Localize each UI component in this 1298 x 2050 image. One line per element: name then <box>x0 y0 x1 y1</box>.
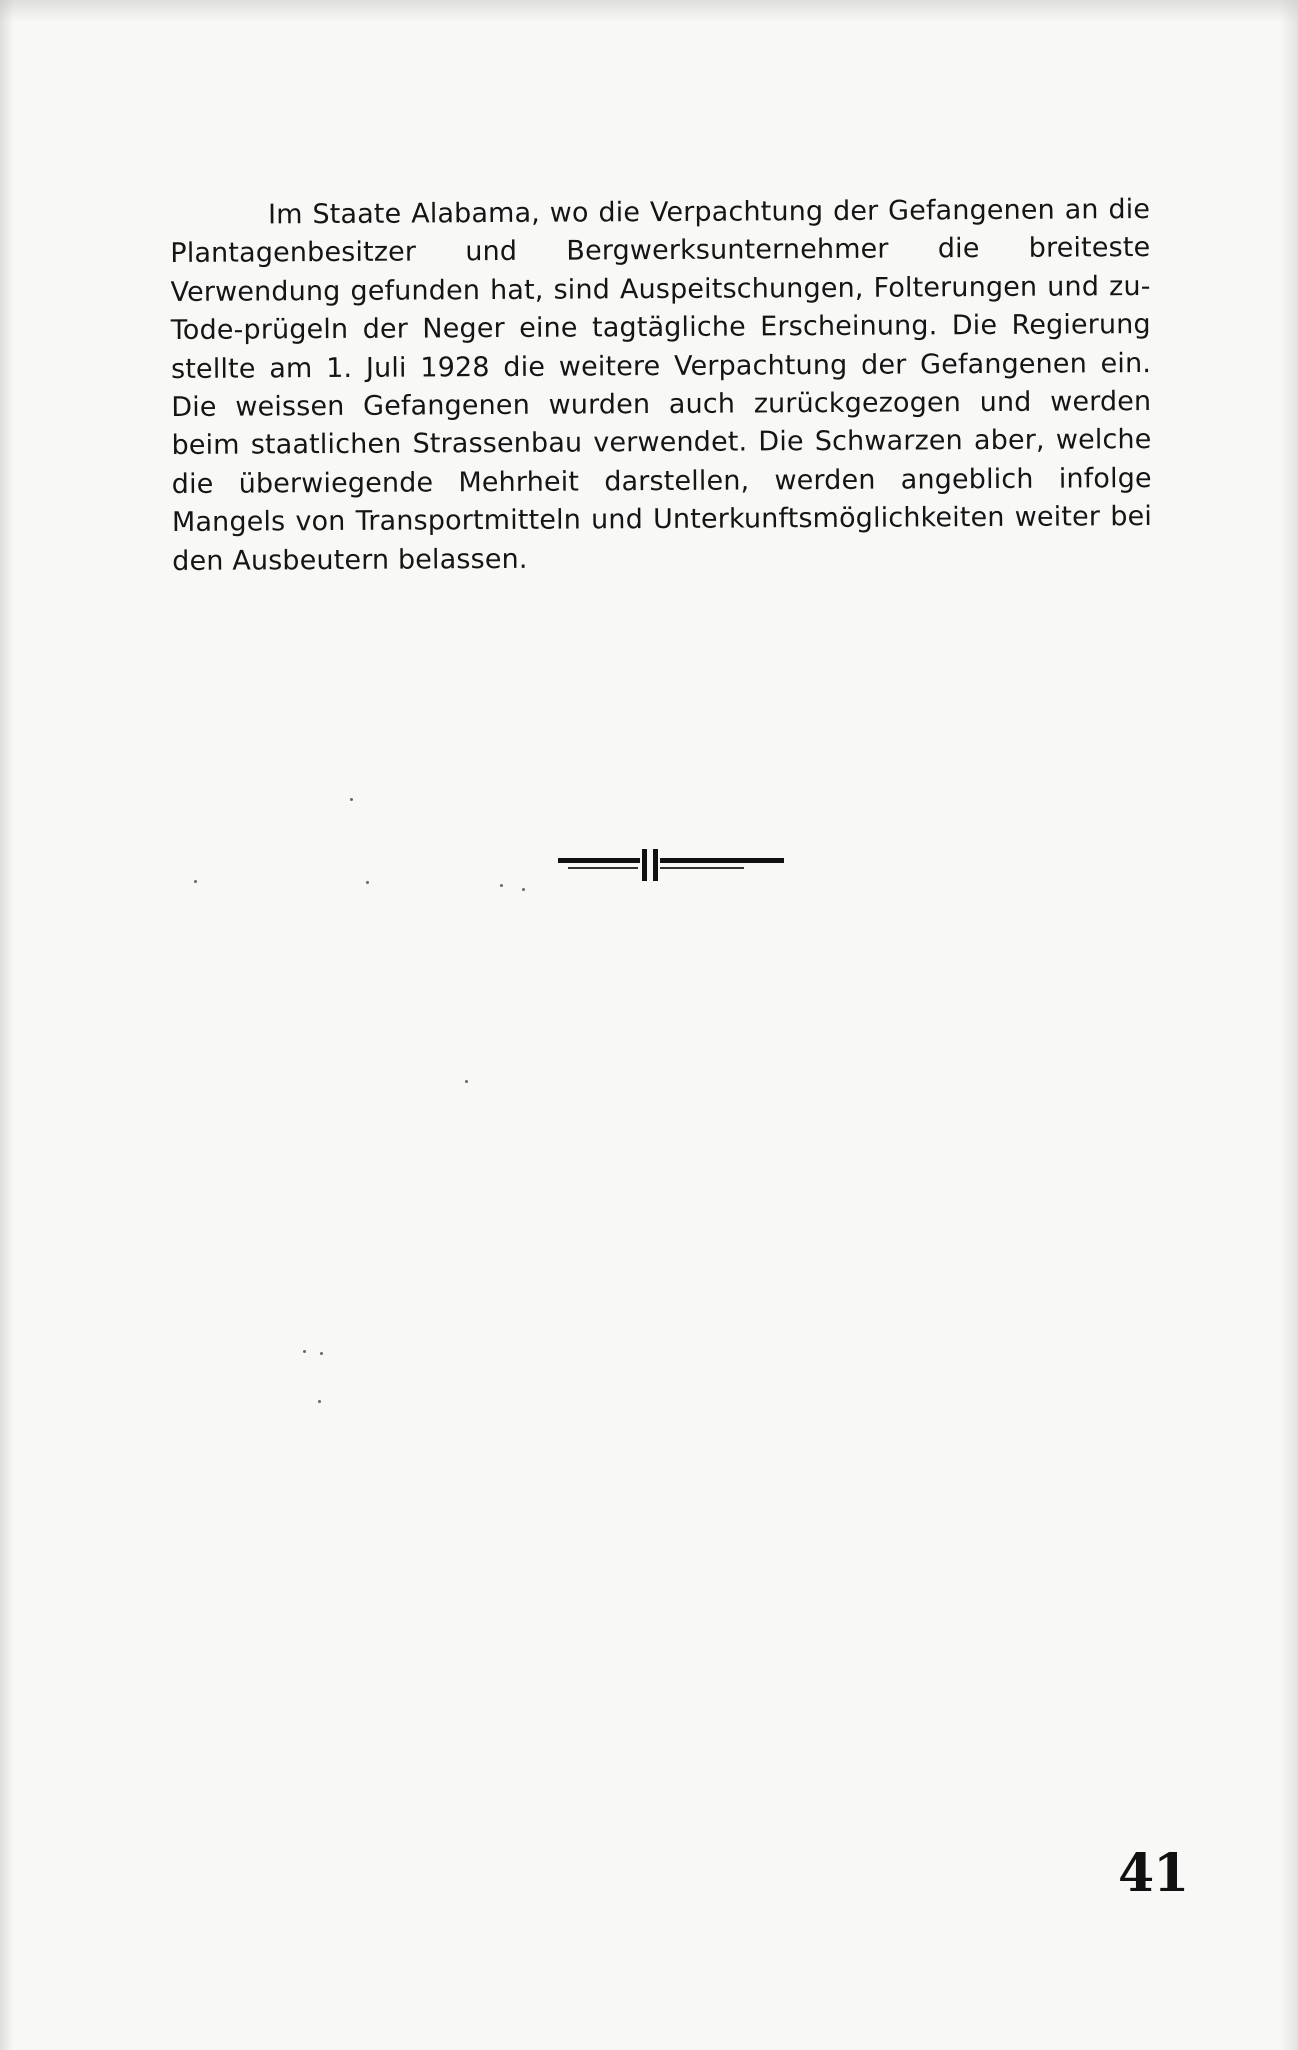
print-speck <box>194 880 197 883</box>
print-speck <box>303 1350 306 1353</box>
print-speck <box>350 798 353 801</box>
page-edge-shadow-right <box>1280 0 1298 2050</box>
page-edge-shadow-top <box>0 0 1298 22</box>
print-speck <box>320 1352 323 1355</box>
page-number: 41 <box>1118 1843 1189 1904</box>
print-speck <box>465 1080 468 1083</box>
body-paragraph: Im Staate Alabama, wo die Verpachtung der Gefangenen an die Plantagenbesitzer und Bergwerksunternehmer die breiteste Verwendung gefunden hat, sind Auspeitschungen, Folterungen und zu-Tode-prügeln der Neger eine tagtägliche Erscheinung. Die Regierung stellte am 1. Juli 1928 die weitere Verpachtung der Gefangenen ein. Die weissen Gefangenen wurden auch zurückgezogen und werden beim staatlichen Strassenbau verwendet. Die Schwarzen aber, welche die überwiegende Mehrheit darstellen, werden angeblich infolge Mangels von Transportmitteln und Unterkunftsmöglichkeiten weiter bei den Ausbeutern belassen. <box>170 194 1153 577</box>
print-speck <box>366 881 369 884</box>
page-edge-shadow-left <box>0 0 14 2050</box>
print-speck <box>522 888 525 891</box>
print-speck <box>318 1400 321 1403</box>
print-speck <box>500 884 503 887</box>
section-divider-ornament-icon <box>558 848 784 882</box>
